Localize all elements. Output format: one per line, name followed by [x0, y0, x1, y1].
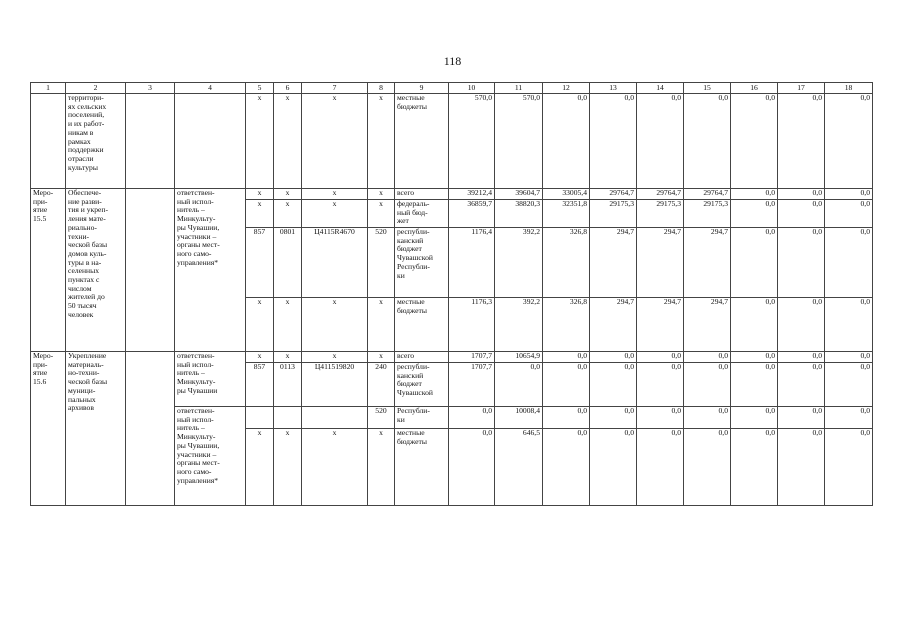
value-cell: 294,7 — [590, 298, 637, 352]
value-cell: 39212,4 — [449, 189, 495, 200]
section-code: х — [274, 352, 302, 363]
value-cell: 32351,8 — [543, 200, 590, 228]
value-cell: 0,0 — [825, 94, 873, 189]
value-cell: 0,0 — [684, 352, 731, 363]
grbs-code: х — [246, 429, 274, 506]
funding-source: местные бюджеты — [395, 298, 449, 352]
value-cell: 0,0 — [825, 200, 873, 228]
value-cell: 0,0 — [825, 189, 873, 200]
value-cell: 0,0 — [543, 429, 590, 506]
expense-type: х — [368, 94, 395, 189]
value-cell: 0,0 — [778, 189, 825, 200]
funding-source: республи- канский бюджет Чувашской Республи- ки — [395, 228, 449, 298]
col-header: 11 — [495, 83, 543, 94]
value-cell: 0,0 — [543, 94, 590, 189]
col-header: 12 — [543, 83, 590, 94]
section-code — [274, 407, 302, 429]
value-cell: 36859,7 — [449, 200, 495, 228]
value-cell: 0,0 — [731, 352, 778, 363]
target-code: Ц411519820 — [302, 363, 368, 407]
funding-source: республи- канский бюджет Чувашской — [395, 363, 449, 407]
value-cell: 0,0 — [731, 94, 778, 189]
value-cell: 0,0 — [449, 407, 495, 429]
value-cell: 0,0 — [731, 228, 778, 298]
table-row — [31, 352, 873, 363]
col-header: 6 — [274, 83, 302, 94]
target-code: Ц4115R4670 — [302, 228, 368, 298]
value-cell: 0,0 — [778, 94, 825, 189]
target-code — [302, 407, 368, 429]
executor-cell — [175, 94, 246, 189]
grbs-code: х — [246, 352, 274, 363]
budget-table — [30, 82, 873, 506]
col-header: 15 — [684, 83, 731, 94]
col-header: 14 — [637, 83, 684, 94]
funding-source: федераль- ный бюд- жет — [395, 200, 449, 228]
value-cell: 38820,3 — [495, 200, 543, 228]
col-header: 3 — [126, 83, 175, 94]
section-code: 0801 — [274, 228, 302, 298]
col-header: 9 — [395, 83, 449, 94]
value-cell: 0,0 — [778, 228, 825, 298]
grbs-code: 857 — [246, 363, 274, 407]
value-cell: 0,0 — [637, 429, 684, 506]
expense-type: х — [368, 352, 395, 363]
expense-type: х — [368, 189, 395, 200]
value-cell: 0,0 — [637, 94, 684, 189]
value-cell: 294,7 — [637, 298, 684, 352]
col-header: 8 — [368, 83, 395, 94]
target-code: х — [302, 298, 368, 352]
section-code: 0113 — [274, 363, 302, 407]
value-cell: 0,0 — [778, 200, 825, 228]
section-code: х — [274, 94, 302, 189]
expense-type: 520 — [368, 407, 395, 429]
table-row — [31, 189, 873, 200]
value-cell: 0,0 — [495, 363, 543, 407]
value-cell: 10008,4 — [495, 407, 543, 429]
target-code: х — [302, 352, 368, 363]
event-label: Меро- при- ятие 15.5 — [31, 189, 66, 352]
col-header: 2 — [66, 83, 126, 94]
value-cell: 0,0 — [637, 352, 684, 363]
value-cell: 0,0 — [590, 352, 637, 363]
value-cell: 1707,7 — [449, 352, 495, 363]
empty-cell — [126, 94, 175, 189]
value-cell: 0,0 — [449, 429, 495, 506]
value-cell: 0,0 — [731, 407, 778, 429]
value-cell: 646,5 — [495, 429, 543, 506]
col-header: 5 — [246, 83, 274, 94]
expense-type: 520 — [368, 228, 395, 298]
value-cell: 0,0 — [778, 352, 825, 363]
value-cell: 0,0 — [684, 407, 731, 429]
grbs-code: х — [246, 298, 274, 352]
grbs-code: х — [246, 200, 274, 228]
value-cell: 0,0 — [684, 429, 731, 506]
value-cell: 294,7 — [684, 228, 731, 298]
executor-cell: ответствен- ный испол- нитель – Минкульту- ры Чувашии, участники – органы мест- ного само- управления* — [175, 407, 246, 506]
grbs-code: х — [246, 94, 274, 189]
value-cell: 0,0 — [637, 407, 684, 429]
value-cell: 0,0 — [731, 298, 778, 352]
value-cell: 0,0 — [825, 363, 873, 407]
value-cell: 326,8 — [543, 298, 590, 352]
value-cell: 0,0 — [543, 407, 590, 429]
value-cell: 0,0 — [684, 94, 731, 189]
value-cell: 0,0 — [543, 363, 590, 407]
value-cell: 29764,7 — [637, 189, 684, 200]
value-cell: 0,0 — [825, 228, 873, 298]
column-number-row — [31, 83, 873, 94]
grbs-code: 857 — [246, 228, 274, 298]
target-code: х — [302, 429, 368, 506]
grbs-code — [246, 407, 274, 429]
value-cell: 0,0 — [825, 407, 873, 429]
value-cell: 0,0 — [825, 429, 873, 506]
value-cell: 29175,3 — [590, 200, 637, 228]
expense-type: х — [368, 298, 395, 352]
value-cell: 0,0 — [778, 407, 825, 429]
executor-cell: ответствен- ный испол- нитель – Минкульту- ры Чувашии, участники – органы мест- ного само- управления* — [175, 189, 246, 352]
value-cell: 33005,4 — [543, 189, 590, 200]
value-cell: 0,0 — [731, 429, 778, 506]
value-cell: 29764,7 — [590, 189, 637, 200]
value-cell: 294,7 — [684, 298, 731, 352]
funding-source: местные бюджеты — [395, 94, 449, 189]
value-cell: 570,0 — [495, 94, 543, 189]
event-label-cell — [31, 94, 66, 189]
value-cell: 294,7 — [590, 228, 637, 298]
value-cell: 0,0 — [590, 363, 637, 407]
event-description: территори- ях сельских поселений, и их работ- никам в рамках поддержки отрасли культуры — [66, 94, 126, 189]
funding-source: всего — [395, 352, 449, 363]
value-cell: 0,0 — [825, 352, 873, 363]
value-cell: 570,0 — [449, 94, 495, 189]
value-cell: 1176,3 — [449, 298, 495, 352]
value-cell: 392,2 — [495, 298, 543, 352]
value-cell: 1707,7 — [449, 363, 495, 407]
section-code: х — [274, 429, 302, 506]
value-cell: 0,0 — [778, 363, 825, 407]
event-description: Укрепление материаль- но-техни- ческой базы муници- пальных архивов — [66, 352, 126, 506]
value-cell: 0,0 — [543, 352, 590, 363]
target-code: х — [302, 189, 368, 200]
event-label: Меро- при- ятие 15.6 — [31, 352, 66, 506]
section-code: х — [274, 298, 302, 352]
col-header: 18 — [825, 83, 873, 94]
target-code: х — [302, 94, 368, 189]
value-cell: 10654,9 — [495, 352, 543, 363]
expense-type: 240 — [368, 363, 395, 407]
empty-cell — [126, 352, 175, 506]
value-cell: 39604,7 — [495, 189, 543, 200]
value-cell: 0,0 — [684, 363, 731, 407]
value-cell: 0,0 — [637, 363, 684, 407]
grbs-code: х — [246, 189, 274, 200]
col-header: 16 — [731, 83, 778, 94]
value-cell: 294,7 — [637, 228, 684, 298]
target-code: х — [302, 200, 368, 228]
col-header: 13 — [590, 83, 637, 94]
value-cell: 0,0 — [778, 298, 825, 352]
col-header: 1 — [31, 83, 66, 94]
expense-type: х — [368, 200, 395, 228]
value-cell: 0,0 — [590, 429, 637, 506]
section-code: х — [274, 200, 302, 228]
col-header: 4 — [175, 83, 246, 94]
value-cell: 392,2 — [495, 228, 543, 298]
value-cell: 29175,3 — [637, 200, 684, 228]
funding-source: всего — [395, 189, 449, 200]
value-cell: 0,0 — [590, 407, 637, 429]
funding-source: Республи- ки — [395, 407, 449, 429]
section-code: х — [274, 189, 302, 200]
event-description: Обеспече- ние разви- тия и укреп- ления мате- риально- техни- ческой базы домов куль- туры в на- селенных пунктах с числом жителей до 50 тысяч человек — [66, 189, 126, 352]
value-cell: 0,0 — [731, 363, 778, 407]
value-cell: 0,0 — [731, 189, 778, 200]
value-cell: 1176,4 — [449, 228, 495, 298]
col-header: 7 — [302, 83, 368, 94]
funding-source: местные бюджеты — [395, 429, 449, 506]
executor-cell: ответствен- ный испол- нитель – Минкульту- ры Чувашии — [175, 352, 246, 407]
value-cell: 0,0 — [825, 298, 873, 352]
value-cell: 0,0 — [590, 94, 637, 189]
value-cell: 326,8 — [543, 228, 590, 298]
table-row — [31, 94, 873, 189]
value-cell: 29764,7 — [684, 189, 731, 200]
value-cell: 29175,3 — [684, 200, 731, 228]
col-header: 10 — [449, 83, 495, 94]
expense-type: х — [368, 429, 395, 506]
value-cell: 0,0 — [731, 200, 778, 228]
empty-cell — [126, 189, 175, 352]
col-header: 17 — [778, 83, 825, 94]
value-cell: 0,0 — [778, 429, 825, 506]
page-number: 118 — [443, 54, 462, 68]
